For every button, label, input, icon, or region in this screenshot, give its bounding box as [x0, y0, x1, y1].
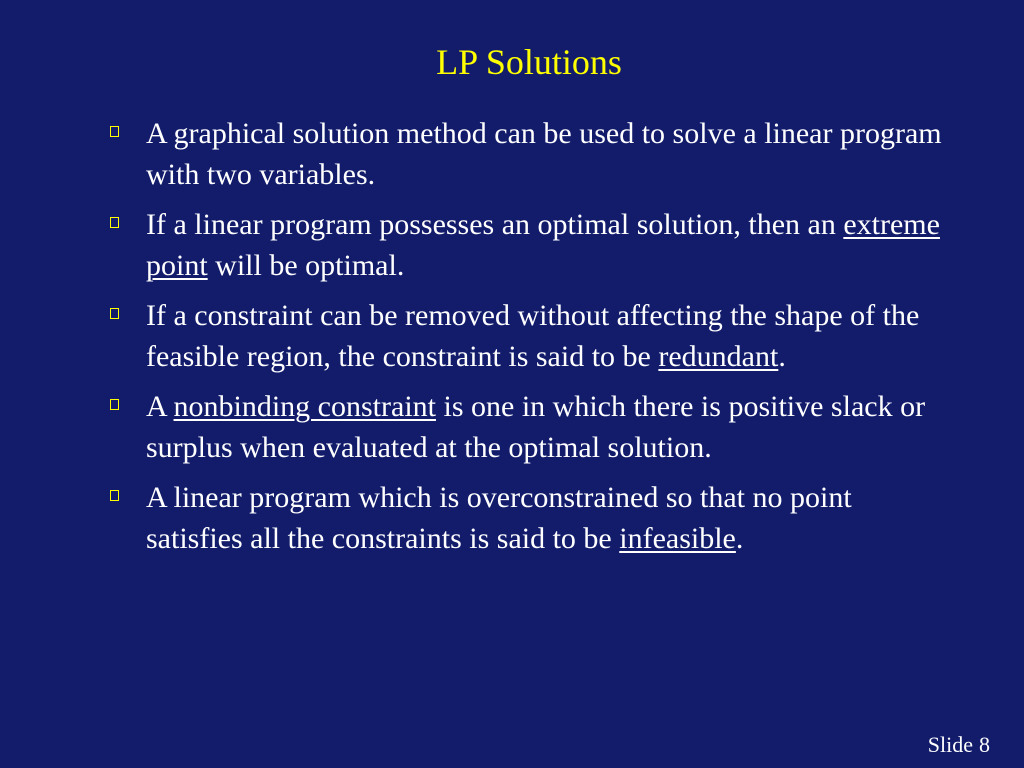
key-term-extreme-point: extreme point [146, 208, 940, 282]
slide-title: LP Solutions [436, 42, 622, 82]
bullet-item [106, 113, 946, 195]
square-bullet-icon [110, 399, 119, 410]
slide-number [928, 732, 990, 758]
square-bullet-icon [110, 217, 119, 228]
key-term-redundant: redundant [658, 340, 779, 373]
square-bullet-icon [110, 308, 119, 319]
bullet-text-after: will be optimal. [207, 249, 405, 282]
bullet-item [106, 204, 946, 286]
bullet-text-before: A [146, 390, 174, 423]
bullet-item [106, 295, 946, 377]
square-bullet-icon [110, 490, 119, 501]
bullet-item [106, 386, 946, 468]
slide-number-label: Slide [927, 732, 973, 757]
bullet-text: A graphical solution method can be used to solve a linear program with two variables. [146, 117, 942, 191]
key-term-nonbinding-constraint: nonbinding constraint [173, 390, 436, 423]
bullet-text-before: If a linear program possesses an optimal solution, then an [146, 208, 844, 241]
bullet-list [106, 113, 946, 568]
key-term-infeasible: infeasible [619, 522, 736, 555]
slide-number-value: 8 [979, 732, 990, 757]
bullet-text-after: . [735, 522, 744, 555]
bullet-text-before: A linear program which is overconstrained so that no point satisfies all the constraints is said to be [146, 481, 852, 555]
bullet-text-before: If a constraint can be removed without affecting the shape of the feasible region, the constraint is said to be [146, 299, 920, 373]
bullet-text-after: is one in which there is positive slack or surplus when evaluated at the optimal solution. [146, 390, 926, 464]
square-bullet-icon [110, 126, 119, 137]
bullet-text-after: . [778, 340, 786, 373]
bullet-item [106, 477, 946, 559]
